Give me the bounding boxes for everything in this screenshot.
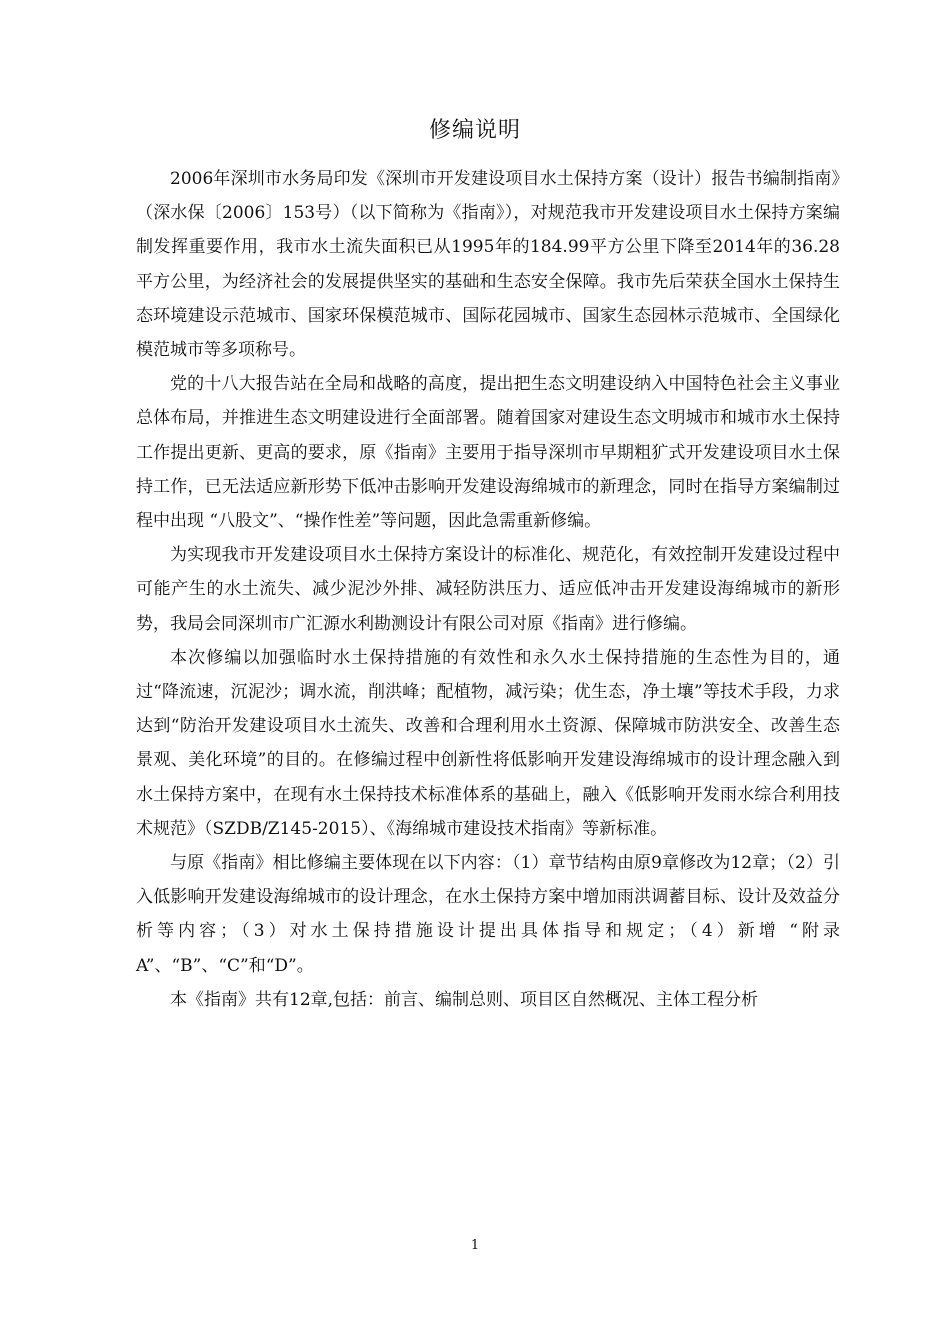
page-number: 1 [470,1238,480,1253]
page-title: 修编说明 [428,118,521,143]
paragraph-revision-purpose: 为实现我市开发建设项目水土保持方案设计的标准化、规范化，有效控制开发建设过程中可能产生的水土流失、减少泥沙外排、减轻防洪压力、适应低冲击开发建设海绵城市的新形势，我局会同深圳市广汇源水利勘测设计有限公司对原《指南》进行修编。 [136,545,840,634]
paragraph-policy-context: 党的十八大报告站在全局和战略的高度，提出把生态文明建设纳入中国特色社会主义事业总体布局，并推进生态文明建设进行全面部署。随着国家对建设生态文明城市和城市水土保持工作提出更新、更高的要求，原《指南》主要用于指导深圳市早期粗犷式开发建设项目水土保持工作，已无法适应新形势下低冲击影响开发建设海绵城市的新理念，同时在指导方案编制过程中出现 “八股文”、“操作性差”等问题，因此急需重新修编。 [136,374,840,532]
document-body [136,162,840,1017]
paragraph-main-changes: 与原《指南》相比修编主要体现在以下内容：（1）章节结构由原9章修改为12章；（2）引入低影响开发建设海绵城市的设计理念，在水土保持方案中增加雨洪调蓄目标、设计及效益分析等内容；（3）对水土保持措施设计提出具体指导和规定；（4）新增 “附录A”、“B”、“C”和“D”。 [136,853,840,976]
paragraph-background: 2006年深圳市水务局印发《深圳市开发建设项目水土保持方案（设计）报告书编制指南》（深水保〔2006〕153号）（以下简称为《指南》），对规范我市开发建设项目水土保持方案编制发挥重要作用，我市水土流失面积已从1995年的184.99平方公里下降至2014年的36.28平方公里，为经济社会的发展提供坚实的基础和生态安全保障。我市先后荣获全国水土保持生态环境建设示范城市、国家环保模范城市、国际花园城市、国家生态园林示范城市、全国绿化模范城市等多项称号。 [136,169,840,361]
paragraph-revision-approach: 本次修编以加强临时水土保持措施的有效性和永久水土保持措施的生态性为目的，通过“降流速，沉泥沙；调水流，削洪峰；配植物，减污染；优生态，净土壤”等技术手段，力求达到“防治开发建设项目水土流失、改善和合理利用水土资源、保障城市防洪安全、改善生态景观、美化环境”的目的。在修编过程中创新性将低影响开发建设海绵城市的设计理念融入到水土保持方案中，在现有水土保持技术标准体系的基础上，融入《低影响开发雨水综合利用技术规范》（SZDB/Z145-2015）、《海绵城市建设技术指南》等新标准。 [136,647,840,839]
paragraph-chapter-overview: 本《指南》共有12章,包括：前言、编制总则、项目区自然概况、主体工程分析 [170,989,759,1010]
